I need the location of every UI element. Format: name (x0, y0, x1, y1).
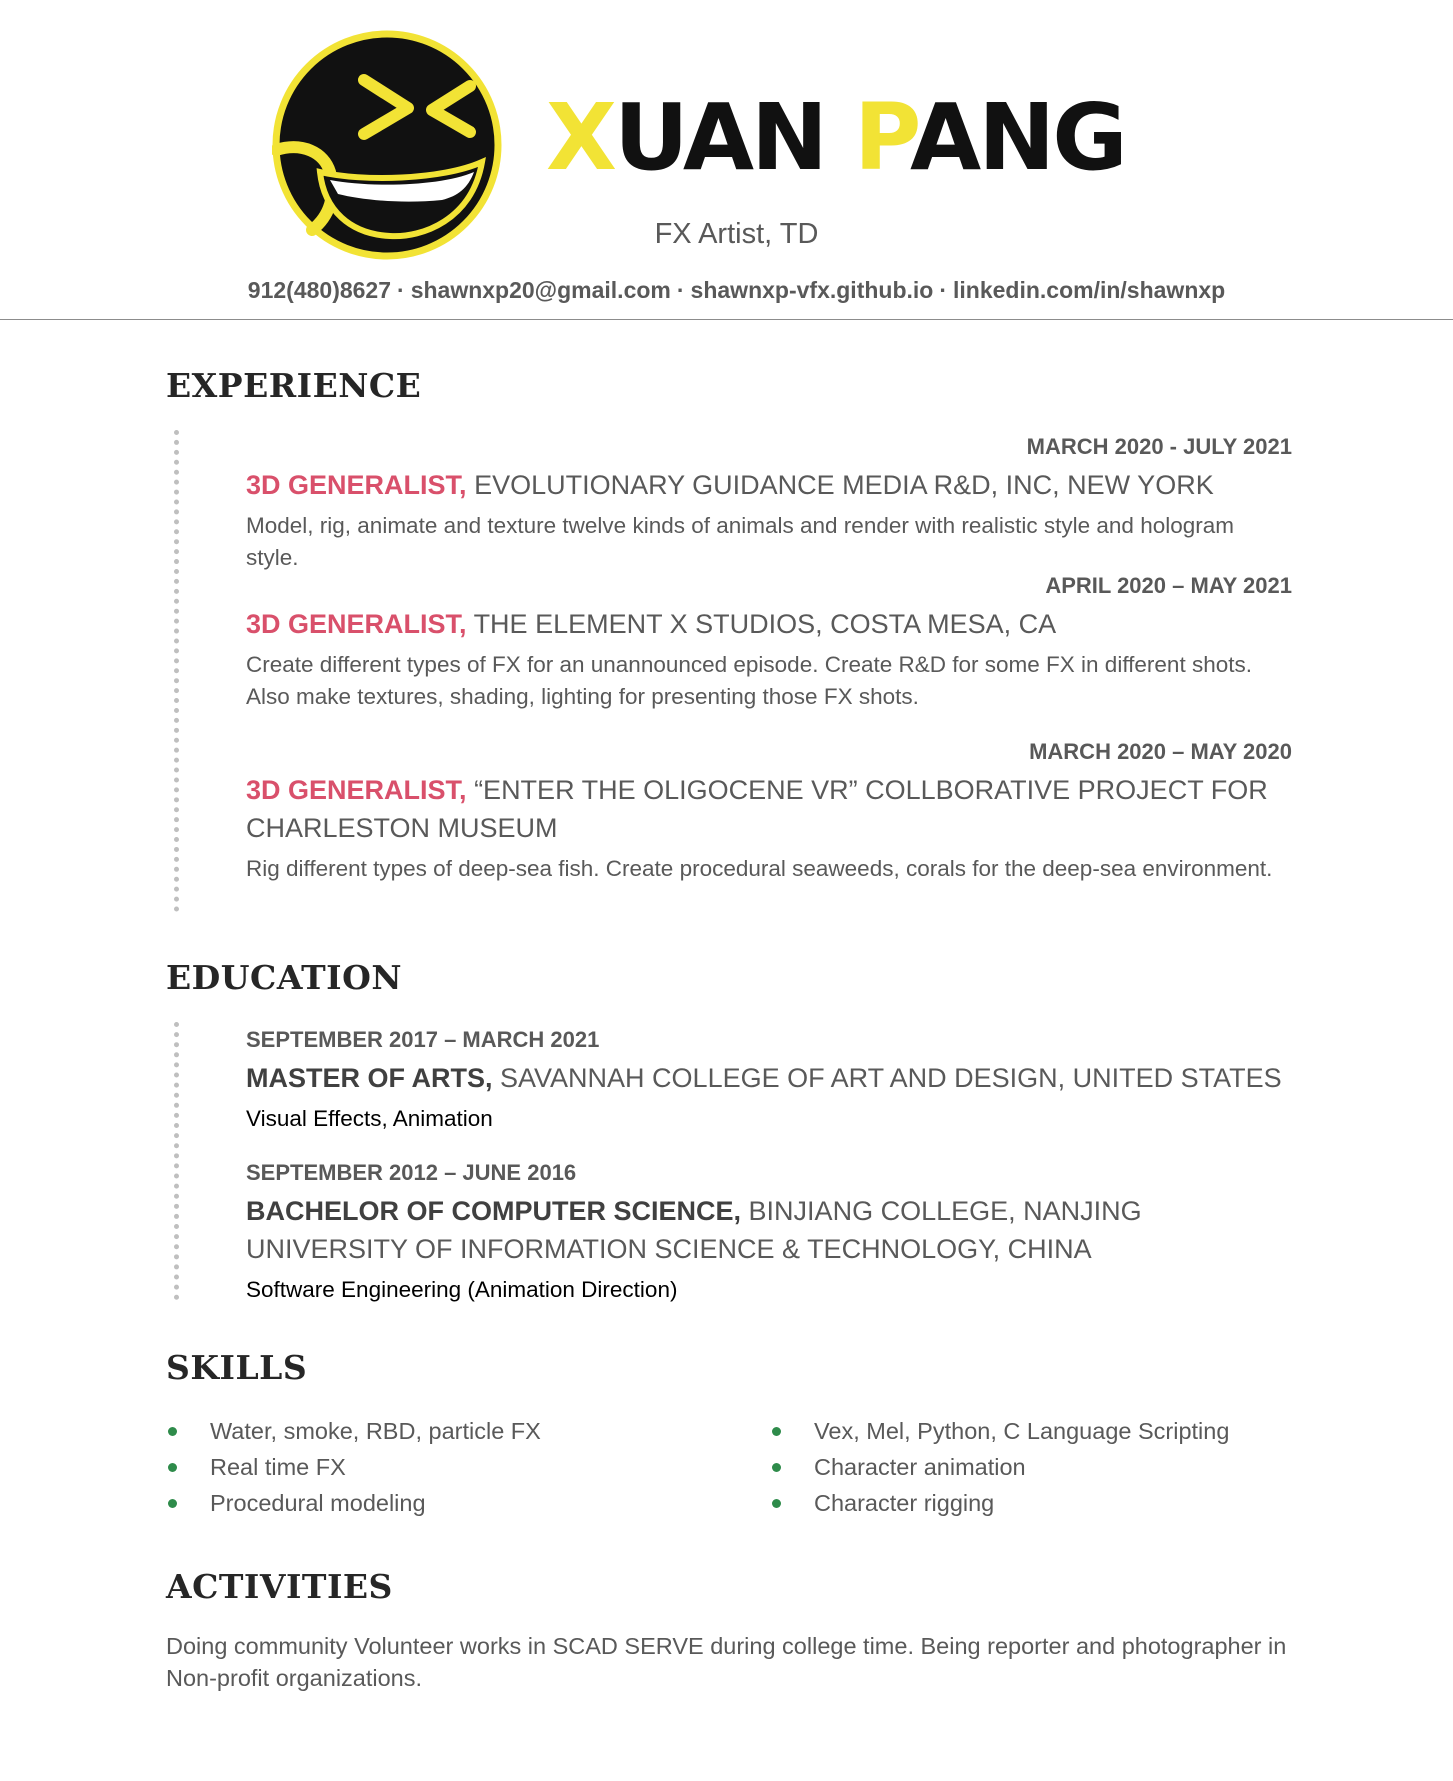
bullet-icon (772, 1427, 781, 1436)
entry-field: Visual Effects, Animation (246, 1106, 493, 1131)
experience-dotted-line (174, 430, 179, 912)
linkedin-link[interactable]: linkedin.com/in/shawnxp (953, 277, 1226, 303)
entry-description: Create different types of FX for an unannounced episode. Create R&D for some FX in different shots. Also make textures, shading, lighting for presenting those FX shots. (246, 652, 1252, 709)
experience-entry (246, 432, 1292, 574)
bullet-icon (168, 1427, 177, 1436)
entry-date: MARCH 2020 – MAY 2020 (1029, 739, 1292, 764)
experience-heading: EXPERIENCE (166, 366, 422, 405)
separator: · (397, 277, 405, 303)
contact-line (0, 277, 1453, 304)
entry-date: SEPTEMBER 2012 – JUNE 2016 (246, 1160, 577, 1185)
education-heading: EDUCATION (166, 958, 403, 997)
bullet-icon (772, 1463, 781, 1472)
entry-role: 3D GENERALIST, THE ELEMENT X STUDIOS, COSTA MESA, CA (246, 609, 1057, 639)
separator: · (939, 277, 947, 303)
list-item: Water, smoke, RBD, particle FX (168, 1413, 541, 1449)
header-divider (0, 319, 1453, 320)
activities-text: Doing community Volunteer works in SCAD SERVE during college time. Being reporter and photographer in Non-profit organizations. (166, 1633, 1287, 1691)
phone-number: 912(480)8627 (247, 277, 392, 303)
entry-description: Rig different types of deep-sea fish. Create procedural seaweeds, corals for the deep-sea environment. (246, 856, 1273, 881)
entry-date: APRIL 2020 – MAY 2021 (1045, 573, 1292, 598)
email-link[interactable]: shawnxp20@gmail.com (410, 277, 671, 303)
education-dotted-line (174, 1022, 179, 1300)
entry-role: 3D GENERALIST, EVOLUTIONARY GUIDANCE MEDIA R&D, INC, NEW YORK (246, 470, 1214, 500)
education-entry (246, 1025, 1292, 1135)
skills-list-right (772, 1413, 1229, 1521)
bullet-icon (168, 1499, 177, 1508)
education-entry (246, 1158, 1292, 1306)
list-item: Procedural modeling (168, 1485, 541, 1521)
bullet-icon (772, 1499, 781, 1508)
separator: · (676, 277, 685, 303)
applicant-name: XUAN PANG (546, 84, 1125, 191)
bullet-icon (168, 1463, 177, 1472)
list-item: Real time FX (168, 1449, 541, 1485)
list-item: Vex, Mel, Python, C Language Scripting (772, 1413, 1229, 1449)
website-link[interactable]: shawnxp-vfx.github.io (690, 277, 934, 303)
skills-heading: SKILLS (166, 1348, 308, 1387)
entry-role: 3D GENERALIST, “ENTER THE OLIGOCENE VR” COLLBORATIVE PROJECT FOR CHARLESTON MUSEUM (246, 775, 1268, 843)
activities-heading: ACTIVITIES (166, 1567, 393, 1606)
list-item: Character animation (772, 1449, 1229, 1485)
experience-entry (246, 737, 1292, 885)
skills-list-left (168, 1413, 541, 1521)
entry-description: Model, rig, animate and texture twelve kinds of animals and render with realistic style and hologram style. (246, 513, 1234, 570)
list-item: Character rigging (772, 1485, 1229, 1521)
entry-date: SEPTEMBER 2017 – MARCH 2021 (246, 1027, 600, 1052)
experience-entry (246, 571, 1292, 713)
entry-field: Software Engineering (Animation Direction) (246, 1277, 678, 1302)
entry-degree: MASTER OF ARTS, SAVANNAH COLLEGE OF ART AND DESIGN, UNITED STATES (246, 1063, 1282, 1093)
entry-degree: BACHELOR OF COMPUTER SCIENCE, BINJIANG COLLEGE, NANJING UNIVERSITY OF INFORMATION SCIENCE & TECHNOLOGY, CHINA (246, 1196, 1142, 1264)
job-title: FX Artist, TD (654, 218, 819, 250)
entry-date: MARCH 2020 - JULY 2021 (1026, 434, 1292, 459)
